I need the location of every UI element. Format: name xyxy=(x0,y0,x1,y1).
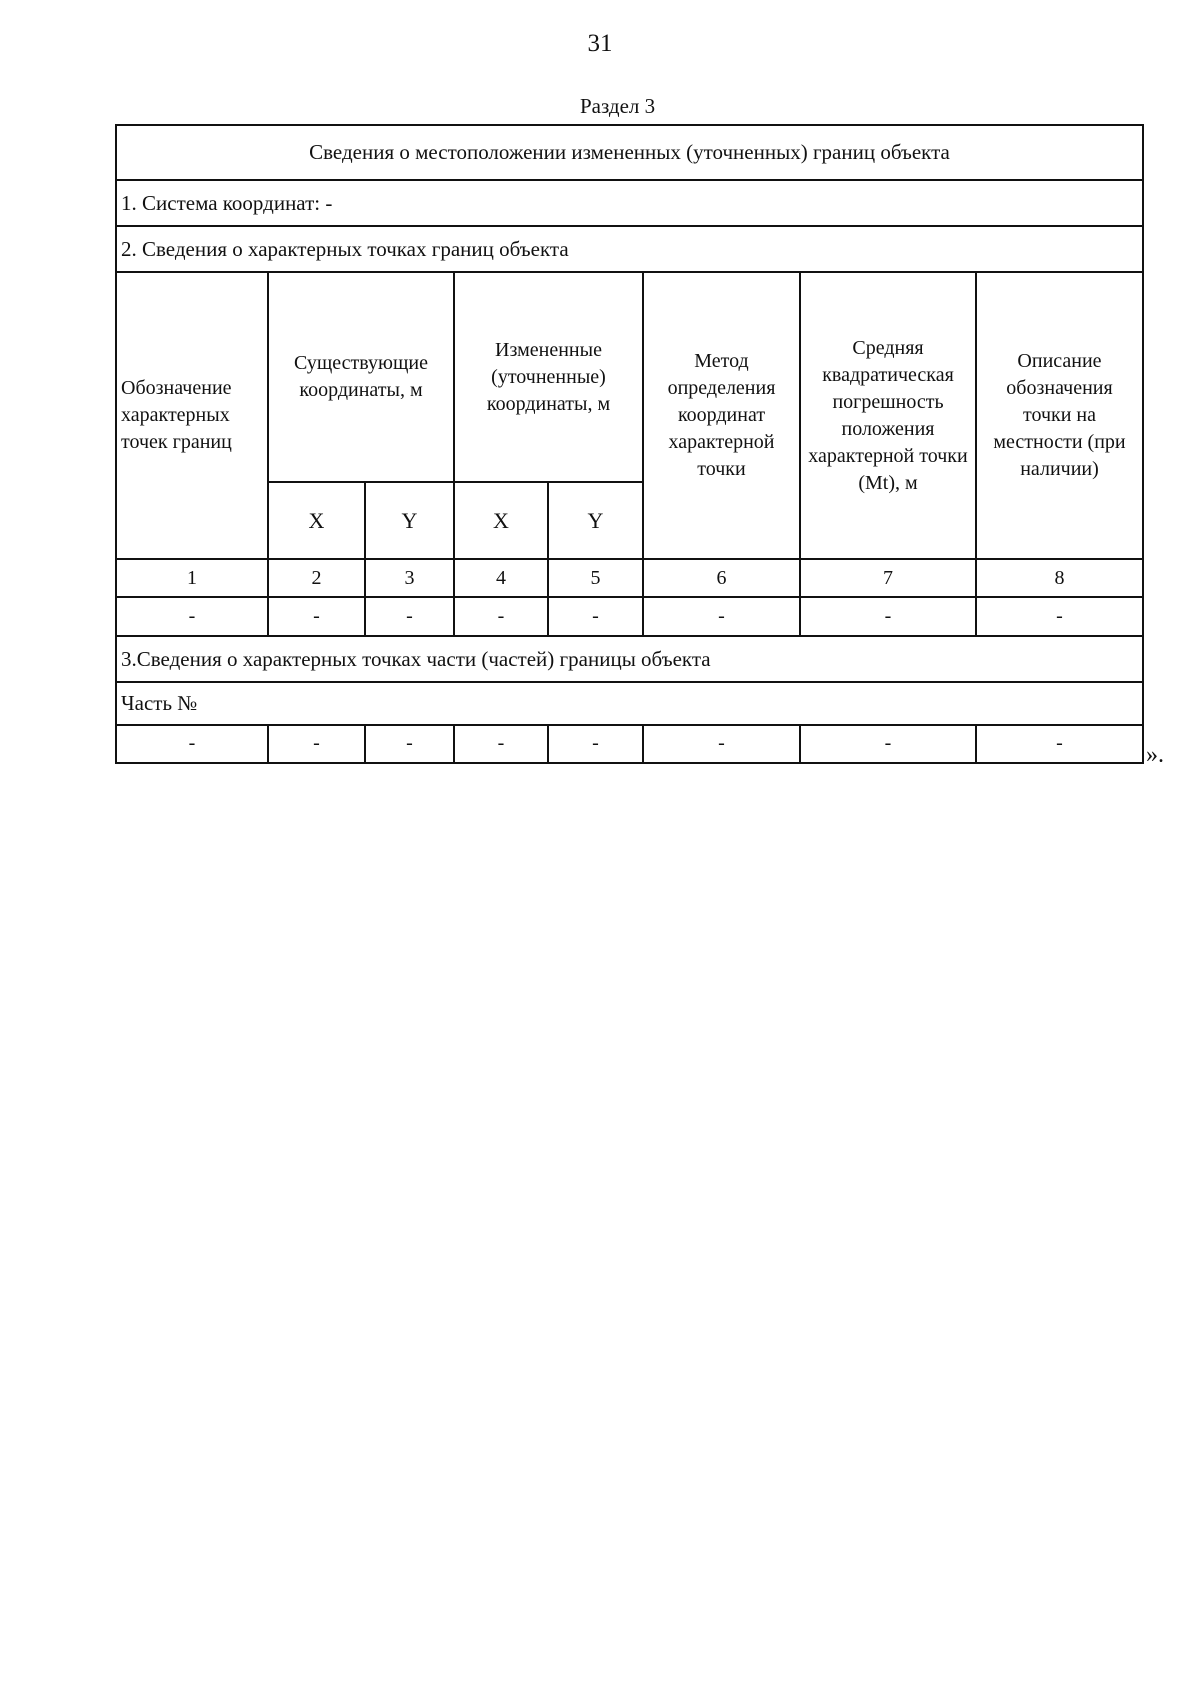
part-label: Часть № xyxy=(116,682,1143,724)
column-number: 5 xyxy=(548,559,643,597)
header-y-changed: Y xyxy=(548,482,643,559)
coord-system: 1. Система координат: - xyxy=(116,180,1143,226)
parts-heading: 3.Сведения о характерных точках части (частей) границы объекта xyxy=(116,636,1143,682)
table-cell: - xyxy=(976,725,1143,763)
table-cell: - xyxy=(365,725,454,763)
table-title: Сведения о местоположении измененных (уточненных) границ объекта xyxy=(116,125,1143,180)
table-row xyxy=(116,597,1143,635)
table-cell: - xyxy=(454,725,548,763)
column-number: 6 xyxy=(643,559,800,597)
column-number: 8 xyxy=(976,559,1143,597)
table-cell: - xyxy=(643,725,800,763)
header-error: Средняя квадратическая погрешность положения характерной точки (Mt), м xyxy=(800,272,976,559)
points-heading: 2. Сведения о характерных точках границ объекта xyxy=(116,226,1143,272)
table-cell: - xyxy=(548,725,643,763)
column-number-row xyxy=(116,559,1143,597)
header-y-existing: Y xyxy=(365,482,454,559)
table-cell: - xyxy=(116,725,268,763)
header-x-changed: X xyxy=(454,482,548,559)
table-cell: - xyxy=(976,597,1143,635)
header-x-existing: X xyxy=(268,482,365,559)
table-cell: - xyxy=(268,725,365,763)
header-designation: Обозначение характерных точек границ xyxy=(116,272,268,559)
table-cell: - xyxy=(643,597,800,635)
table-cell: - xyxy=(800,725,976,763)
table-cell: - xyxy=(548,597,643,635)
table-cell: - xyxy=(365,597,454,635)
table-cell: - xyxy=(800,597,976,635)
table-cell: - xyxy=(116,597,268,635)
table-row xyxy=(116,725,1143,763)
column-number: 2 xyxy=(268,559,365,597)
boundary-table xyxy=(115,124,1144,764)
header-description: Описание обозначения точки на местности (при наличии) xyxy=(976,272,1143,559)
column-number: 1 xyxy=(116,559,268,597)
column-number: 4 xyxy=(454,559,548,597)
column-number: 7 xyxy=(800,559,976,597)
section-label: Раздел 3 xyxy=(580,94,656,118)
header-existing: Существующие координаты, м xyxy=(268,272,454,482)
closing-quote: ». xyxy=(1146,742,1164,768)
header-changed: Измененные (уточненные) координаты, м xyxy=(454,272,643,482)
column-number: 3 xyxy=(365,559,454,597)
header-method: Метод определения координат характерной точки xyxy=(643,272,800,559)
page-number: 31 xyxy=(587,30,613,57)
table-cell: - xyxy=(454,597,548,635)
table-cell: - xyxy=(268,597,365,635)
